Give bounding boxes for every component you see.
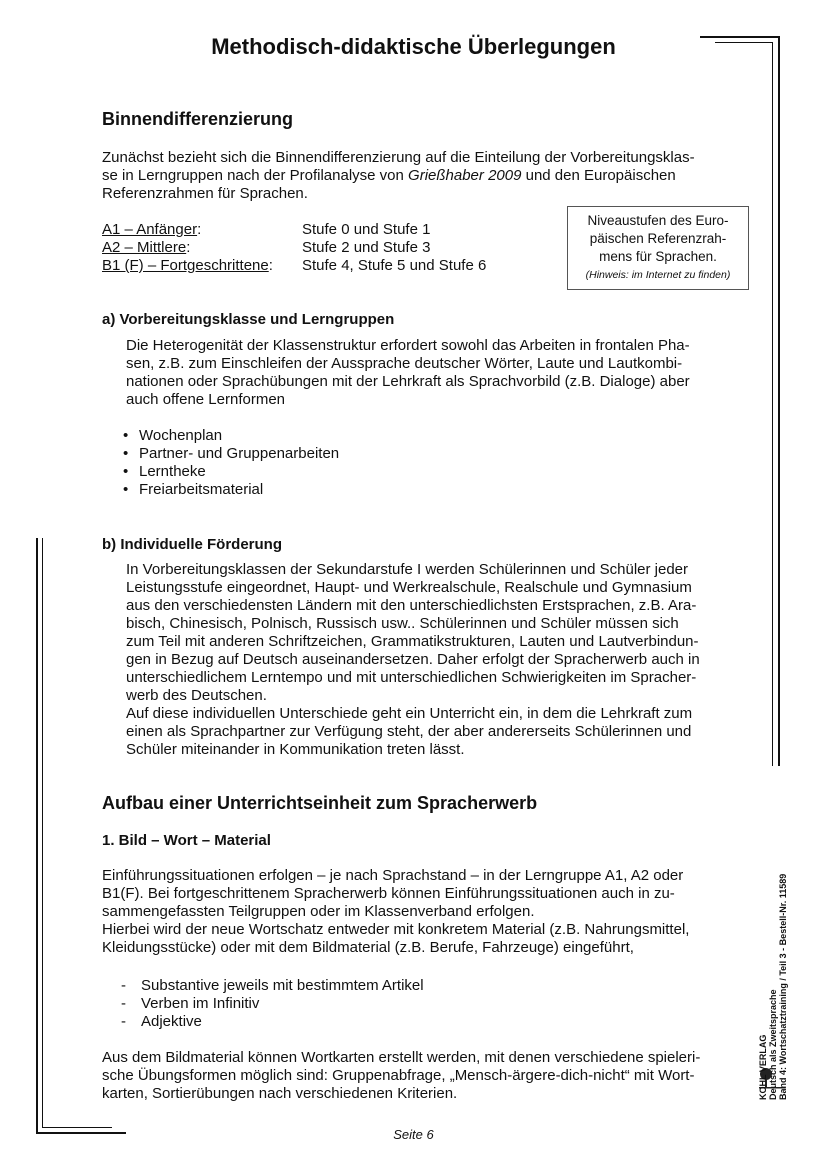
paragraph-line: sen, z.B. zum Einschleifen der Aussprache deutscher Wörter, Laute und Lautkombi- (126, 355, 683, 372)
paragraph-line: gen in Bezug auf Deutsch auseinandersetzen. Daher erfolgt der Spracherwerb auch in (126, 651, 700, 668)
list-item: - Verben im Infinitiv (121, 995, 424, 1013)
paragraph-line: Die Heterogenität der Klassenstruktur erfordert sowohl das Arbeiten in frontalen Pha- (126, 337, 690, 354)
page-title: Methodisch-didaktische Überlegungen (211, 34, 616, 59)
subsection-heading-a: a) Vorbereitungsklasse und Lerngruppen (102, 311, 395, 328)
paragraph-a (126, 337, 733, 409)
list-item: - Adjektive (121, 1013, 424, 1031)
paragraph-line: zum Teil mit anderen Schriftzeichen, Grammatikstrukturen, Lauten und Lautverbindun- (126, 633, 699, 650)
paragraph-line: aus den verschiedensten Ländern mit den unterschiedlichsten Erstsprachen, z.B. Ara- (126, 597, 697, 614)
publisher-name: KOHL VERLAG (758, 1034, 768, 1100)
paragraph-line: sammengefassten Teilgruppen oder im Klassenverband erfolgen. (102, 903, 535, 920)
intro-paragraph (102, 149, 733, 203)
intro-line: se in Lerngruppen nach der Profilanalyse von Grießhaber 2009 und den Europäischen (102, 167, 676, 184)
intro-line: Zunächst bezieht sich die Binnendifferenzierung auf die Einteilung der Vorbereitungsklas- (102, 149, 695, 166)
level-row-b1: B1 (F) – Fortgeschrittene: (102, 257, 273, 274)
paragraph-line: bisch, Chinesisch, Polnisch, Russisch usw.. Schülerinnen und Schüler müssen sich (126, 615, 679, 632)
paragraph-line: auch offene Lernformen (126, 391, 286, 408)
frame-bottom-left-vertical-inner (42, 538, 43, 1128)
intro-line: Referenzrahmen für Sprachen. (102, 185, 308, 202)
note-line: mens für Sprachen. (599, 249, 717, 264)
paragraph-line: Leistungsstufe eingeordnet, Haupt- und Werkrealschule, Realschule und Gymnasium (126, 579, 692, 596)
list-item: • Freiarbeitsmaterial (123, 481, 339, 499)
paragraph-line: Auf diese individuellen Unterschiede geht ein Unterricht ein, in dem die Lehrkraft zum (126, 705, 693, 722)
note-line: päischen Referenzrah- (589, 231, 727, 246)
paragraph-line: Einführungssituationen erfolgen – je nach Sprachstand – in der Lerngruppe A1, A2 oder (102, 867, 684, 884)
sidebar-series: Deutsch als Zweitsprache (768, 989, 778, 1100)
paragraph-line: B1(F). Bei fortgeschrittenem Spracherwerb können Einführungssituationen auch in zu- (102, 885, 675, 902)
paragraph-closing (102, 1049, 733, 1103)
list-item: • Wochenplan (123, 427, 339, 445)
list-item: - Substantive jeweils mit bestimmtem Artikel (121, 977, 424, 995)
subsection-heading-bild-wort-material: 1. Bild – Wort – Material (102, 832, 271, 849)
note-hint: (Hinweis: im Internet zu finden) (585, 269, 731, 281)
paragraph-line: werb des Deutschen. (126, 687, 267, 704)
reference-note-box (567, 206, 749, 290)
paragraph-line: Aus dem Bildmaterial können Wortkarten erstellt werden, mit denen verschiedene spieleri- (102, 1049, 701, 1066)
frame-top-right-vertical (778, 36, 780, 766)
frame-bottom-left-vertical (36, 538, 38, 1134)
paragraph-line: sche Übungsformen möglich sind: Gruppenabfrage, „Mensch-ärgere-dich-nicht“ mit Wort- (102, 1067, 695, 1084)
sidebar-order-info: Band 4: Wortschatztraining / Teil 3 - Bestell-Nr. 11589 (778, 873, 788, 1100)
publisher-sidebar (758, 874, 788, 1100)
section-heading-binnendifferenzierung: Binnendifferenzierung (102, 109, 294, 129)
list-item: • Partner- und Gruppenarbeiten (123, 445, 339, 463)
paragraph-line: unterschiedlichem Lerntempo und mit unterschiedlichen Schwierigkeiten im Spracher- (126, 669, 697, 686)
paragraph-line: nationen oder Sprachübungen mit der Lehrkraft als Sprachvorbild (z.B. Dialoge) aber (126, 373, 690, 390)
level-row-a2: A2 – Mittlere: (102, 239, 191, 256)
page-number: Seite 6 (393, 1127, 434, 1142)
paragraph-aufbau (102, 867, 733, 957)
level-value-b1: Stufe 4, Stufe 5 und Stufe 6 (302, 257, 487, 274)
level-value-a2: Stufe 2 und Stufe 3 (302, 239, 431, 256)
paragraph-b (126, 561, 733, 759)
subsection-heading-b: b) Individuelle Förderung (102, 536, 282, 553)
paragraph-line: Hierbei wird der neue Wortschatz entweder mit konkretem Material (z.B. Nahrungsmittel, (102, 921, 690, 938)
level-value-a1: Stufe 0 und Stufe 1 (302, 221, 431, 238)
list-item: • Lerntheke (123, 463, 339, 481)
level-row-a1: A1 – Anfänger: (102, 221, 202, 238)
paragraph-line: einen als Sprachpartner zur Verfügung steht, der aber andererseits Schülerinnen und (126, 723, 692, 740)
paragraph-line: In Vorbereitungsklassen der Sekundarstufe I werden Schülerinnen und Schüler jeder (126, 561, 689, 578)
section-heading-aufbau: Aufbau einer Unterrichtseinheit zum Spracherwerb (102, 793, 538, 813)
paragraph-line: Kleidungsstücke) oder mit dem Bildmaterial (z.B. Berufe, Fahrzeuge) eingeführt, (102, 939, 634, 956)
paragraph-line: Schüler miteinander in Kommunikation treten lässt. (126, 741, 465, 758)
frame-top-right-vertical-inner (772, 42, 773, 766)
note-line: Niveaustufen des Euro- (587, 213, 729, 228)
learning-forms-list (123, 427, 339, 499)
paragraph-line: karten, Sortierübungen nach verschiedenen Kriterien. (102, 1085, 458, 1102)
vocabulary-list (121, 977, 424, 1031)
